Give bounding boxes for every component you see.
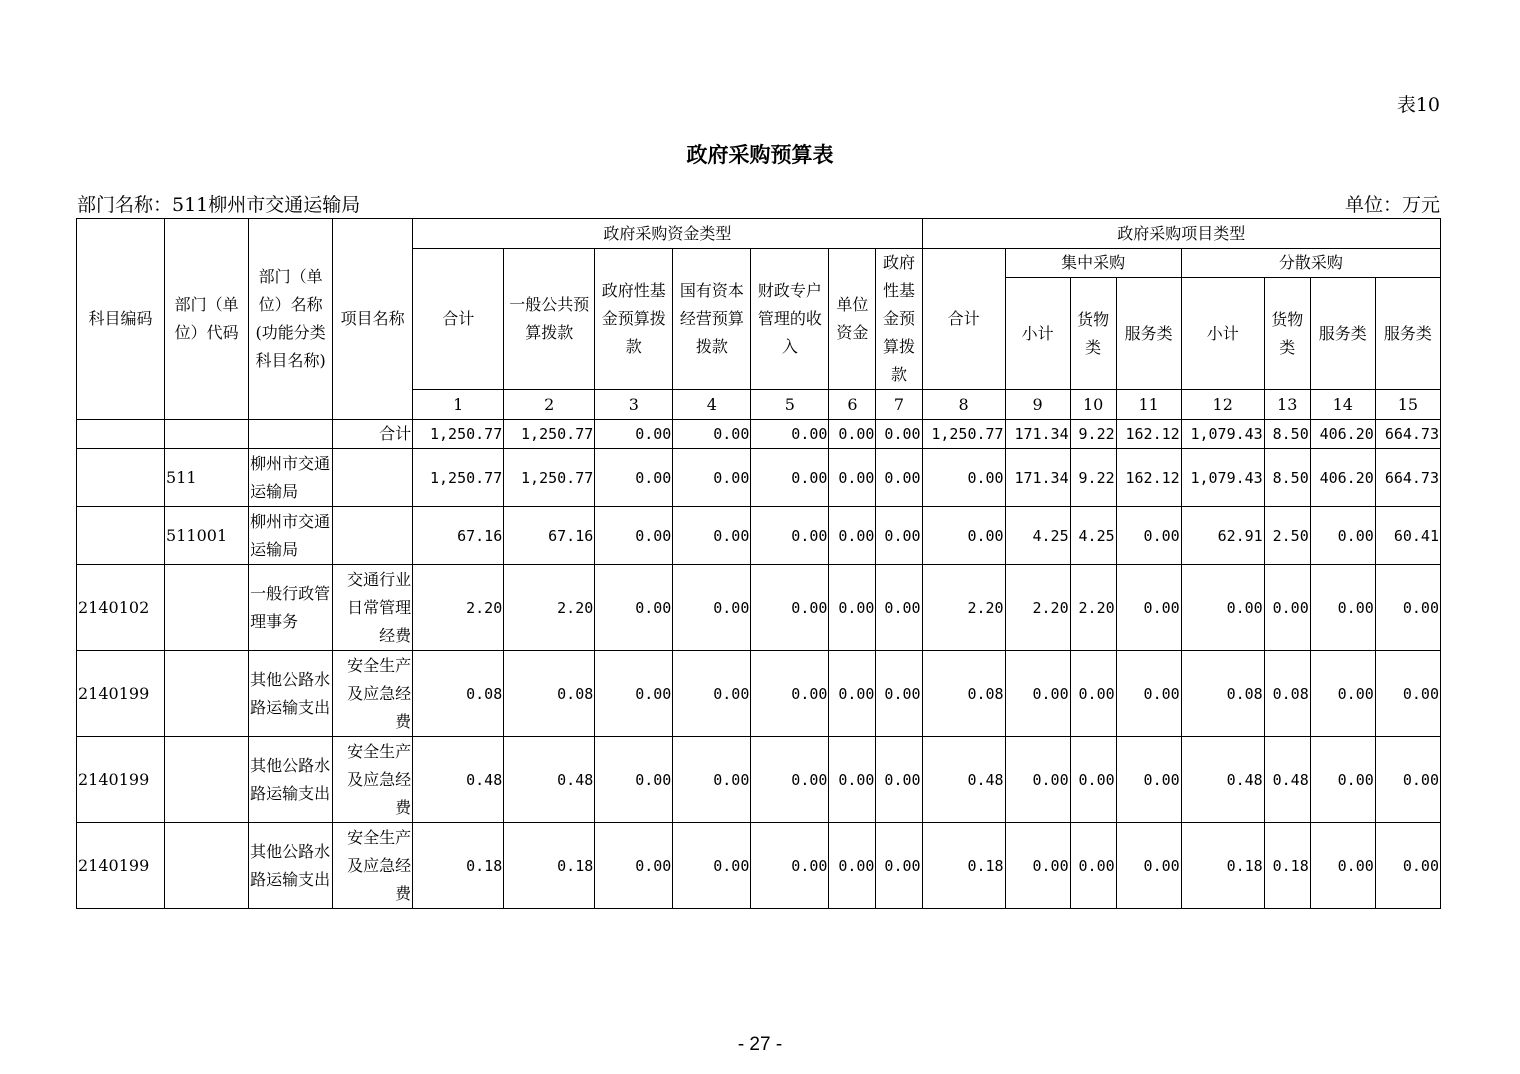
cell-subject-code: 2140199	[77, 737, 165, 823]
cell-subject-code	[77, 449, 165, 507]
col-number: 2	[504, 390, 595, 420]
cell-value: 0.48	[1181, 737, 1264, 823]
cell-value: 0.00	[876, 651, 922, 737]
cell-value: 0.00	[1116, 651, 1181, 737]
cell-value: 0.00	[876, 565, 922, 651]
cell-value: 171.34	[1005, 449, 1070, 507]
header-total-2: 合计	[922, 249, 1005, 390]
cell-value: 2.20	[922, 565, 1005, 651]
cell-value: 162.12	[1116, 449, 1181, 507]
cell-value: 0.00	[751, 507, 829, 565]
cell-value: 0.00	[1116, 507, 1181, 565]
cell-value: 0.18	[1181, 823, 1264, 909]
cell-value: 0.00	[1116, 823, 1181, 909]
cell-value: 0.00	[673, 420, 751, 449]
table-row	[77, 449, 1441, 507]
cell-value: 0.00	[922, 507, 1005, 565]
col-number: 6	[829, 390, 876, 420]
table-row	[77, 823, 1441, 909]
cell-value: 1,250.77	[504, 420, 595, 449]
cell-value: 0.00	[595, 823, 673, 909]
cell-project-name: 安全生产及应急经费	[333, 651, 413, 737]
cell-dept-name: 柳州市交通运输局	[249, 449, 333, 507]
cell-value: 1,079.43	[1181, 420, 1264, 449]
cell-project-name: 安全生产及应急经费	[333, 823, 413, 909]
cell-value: 406.20	[1310, 420, 1375, 449]
cell-dept-code	[165, 651, 249, 737]
cell-value: 0.00	[673, 449, 751, 507]
header-dept-code: 部门（单位）代码	[165, 219, 249, 420]
header-gov-fund: 政府性基金预算拨款	[595, 249, 673, 390]
header-project-type: 政府采购项目类型	[922, 219, 1440, 249]
cell-value: 171.34	[1005, 420, 1070, 449]
cell-project-name: 合计	[333, 420, 413, 449]
col-number: 4	[673, 390, 751, 420]
cell-value: 0.00	[673, 823, 751, 909]
cell-value: 0.08	[413, 651, 504, 737]
cell-value: 0.00	[1375, 823, 1440, 909]
cell-value: 0.48	[504, 737, 595, 823]
table-row	[77, 507, 1441, 565]
cell-value: 0.00	[751, 823, 829, 909]
col-number: 12	[1181, 390, 1264, 420]
cell-value: 0.00	[595, 565, 673, 651]
cell-value: 0.00	[595, 420, 673, 449]
cell-dept-code: 511001	[165, 507, 249, 565]
cell-value: 8.50	[1264, 420, 1310, 449]
table-row	[77, 651, 1441, 737]
col-number: 14	[1310, 390, 1375, 420]
cell-value: 1,250.77	[922, 420, 1005, 449]
cell-value: 406.20	[1310, 449, 1375, 507]
header-dept-name: 部门（单位）名称(功能分类科目名称)	[249, 219, 333, 420]
cell-project-name	[333, 449, 413, 507]
cell-value: 0.00	[1375, 565, 1440, 651]
cell-value: 0.00	[876, 420, 922, 449]
cell-value: 0.00	[1070, 823, 1116, 909]
cell-value: 2.20	[1005, 565, 1070, 651]
cell-dept-name: 一般行政管理事务	[249, 565, 333, 651]
cell-dept-code	[165, 565, 249, 651]
cell-value: 0.00	[829, 737, 876, 823]
cell-value: 0.00	[1310, 737, 1375, 823]
cell-subject-code: 2140199	[77, 823, 165, 909]
cell-value: 0.00	[922, 449, 1005, 507]
cell-value: 0.18	[922, 823, 1005, 909]
cell-value: 0.00	[829, 823, 876, 909]
page-title: 政府采购预算表	[686, 142, 834, 167]
cell-value: 4.25	[1070, 507, 1116, 565]
cell-value: 60.41	[1375, 507, 1440, 565]
cell-dept-code	[165, 737, 249, 823]
cell-value: 0.08	[1264, 651, 1310, 737]
cell-value: 0.00	[595, 651, 673, 737]
table-body	[77, 420, 1441, 909]
cell-value: 0.00	[1070, 651, 1116, 737]
cell-value: 0.00	[595, 737, 673, 823]
cell-project-name	[333, 507, 413, 565]
procurement-budget-table	[76, 218, 1441, 909]
header-state-capital: 国有资本经营预算拨款	[673, 249, 751, 390]
cell-value: 0.48	[413, 737, 504, 823]
cell-value: 1,079.43	[1181, 449, 1264, 507]
cell-value: 0.00	[1116, 737, 1181, 823]
cell-value: 0.48	[1264, 737, 1310, 823]
cell-value: 0.00	[1181, 565, 1264, 651]
cell-value: 0.00	[876, 507, 922, 565]
cell-value: 0.00	[1375, 651, 1440, 737]
cell-value: 67.16	[504, 507, 595, 565]
cell-value: 62.91	[1181, 507, 1264, 565]
header-unit-fund: 单位资金	[829, 249, 876, 390]
header-subtotal: 小计	[1005, 278, 1070, 390]
cell-value: 0.00	[876, 449, 922, 507]
cell-value: 2.20	[504, 565, 595, 651]
cell-subject-code: 2140199	[77, 651, 165, 737]
cell-value: 0.00	[673, 507, 751, 565]
col-number: 10	[1070, 390, 1116, 420]
cell-value: 8.50	[1264, 449, 1310, 507]
table-row	[77, 737, 1441, 823]
col-number: 9	[1005, 390, 1070, 420]
table-row	[77, 565, 1441, 651]
cell-value: 0.18	[413, 823, 504, 909]
col-number: 7	[876, 390, 922, 420]
header-total: 合计	[413, 249, 504, 390]
unit-label: 单位：万元	[1344, 194, 1440, 216]
cell-value: 0.00	[829, 420, 876, 449]
cell-value: 0.00	[751, 449, 829, 507]
header-goods-2: 货物类	[1264, 278, 1310, 390]
col-number: 1	[413, 390, 504, 420]
cell-value: 2.20	[1070, 565, 1116, 651]
table-row	[77, 420, 1441, 449]
cell-value: 0.00	[1005, 823, 1070, 909]
cell-value: 2.50	[1264, 507, 1310, 565]
cell-value: 0.18	[504, 823, 595, 909]
header-service-3: 服务类	[1375, 278, 1440, 390]
header-fiscal-special: 财政专户管理的收入	[751, 249, 829, 390]
cell-value: 0.00	[673, 737, 751, 823]
cell-value: 0.08	[1181, 651, 1264, 737]
cell-value: 0.00	[876, 823, 922, 909]
cell-dept-name: 其他公路水路运输支出	[249, 823, 333, 909]
header-fund-type: 政府采购资金类型	[413, 219, 922, 249]
header-subject-code: 科目编码	[77, 219, 165, 420]
col-number: 3	[595, 390, 673, 420]
cell-subject-code	[77, 507, 165, 565]
cell-dept-name: 柳州市交通运输局	[249, 507, 333, 565]
cell-value: 0.18	[1264, 823, 1310, 909]
cell-value: 1,250.77	[413, 449, 504, 507]
page-number: - 27 -	[737, 1034, 783, 1055]
cell-value: 0.00	[1310, 565, 1375, 651]
cell-value: 0.00	[751, 565, 829, 651]
cell-dept-code	[165, 420, 249, 449]
col-number: 15	[1375, 390, 1440, 420]
cell-value: 0.00	[595, 449, 673, 507]
cell-value: 1,250.77	[504, 449, 595, 507]
cell-value: 0.00	[876, 737, 922, 823]
cell-value: 0.00	[1264, 565, 1310, 651]
cell-value: 664.73	[1375, 420, 1440, 449]
cell-value: 0.00	[829, 449, 876, 507]
cell-value: 0.00	[1375, 737, 1440, 823]
cell-value: 0.08	[922, 651, 1005, 737]
cell-value: 0.00	[595, 507, 673, 565]
cell-dept-name: 其他公路水路运输支出	[249, 737, 333, 823]
cell-dept-code: 511	[165, 449, 249, 507]
cell-value: 0.08	[504, 651, 595, 737]
cell-value: 0.00	[1310, 823, 1375, 909]
cell-dept-code	[165, 823, 249, 909]
header-goods: 货物类	[1070, 278, 1116, 390]
col-number: 11	[1116, 390, 1181, 420]
header-centralized: 集中采购	[1005, 249, 1181, 278]
cell-value: 0.00	[1116, 565, 1181, 651]
cell-value: 162.12	[1116, 420, 1181, 449]
table-header	[77, 219, 1441, 420]
table-number: 表10	[1396, 94, 1440, 116]
cell-value: 67.16	[413, 507, 504, 565]
cell-value: 4.25	[1005, 507, 1070, 565]
header-service: 服务类	[1116, 278, 1181, 390]
cell-value: 9.22	[1070, 420, 1116, 449]
header-project-name: 项目名称	[333, 219, 413, 420]
cell-project-name: 交通行业日常管理经费	[333, 565, 413, 651]
cell-value: 0.00	[1310, 651, 1375, 737]
col-number: 8	[922, 390, 1005, 420]
cell-dept-name	[249, 420, 333, 449]
header-gov-fund-2: 政府性基金预算拨款	[876, 249, 922, 390]
cell-value: 0.48	[922, 737, 1005, 823]
cell-value: 0.00	[1005, 651, 1070, 737]
cell-value: 0.00	[1005, 737, 1070, 823]
header-service-2: 服务类	[1310, 278, 1375, 390]
cell-dept-name: 其他公路水路运输支出	[249, 651, 333, 737]
cell-subject-code: 2140102	[77, 565, 165, 651]
cell-value: 0.00	[829, 565, 876, 651]
header-subtotal-2: 小计	[1181, 278, 1264, 390]
cell-value: 0.00	[673, 651, 751, 737]
cell-value: 0.00	[1310, 507, 1375, 565]
cell-subject-code	[77, 420, 165, 449]
header-general-budget: 一般公共预算拨款	[504, 249, 595, 390]
department-label: 部门名称：511柳州市交通运输局	[77, 194, 361, 216]
cell-value: 0.00	[829, 507, 876, 565]
cell-value: 664.73	[1375, 449, 1440, 507]
cell-value: 0.00	[751, 737, 829, 823]
cell-project-name: 安全生产及应急经费	[333, 737, 413, 823]
cell-value: 0.00	[829, 651, 876, 737]
cell-value: 0.00	[1070, 737, 1116, 823]
cell-value: 1,250.77	[413, 420, 504, 449]
cell-value: 2.20	[413, 565, 504, 651]
cell-value: 0.00	[673, 565, 751, 651]
cell-value: 0.00	[751, 651, 829, 737]
cell-value: 0.00	[751, 420, 829, 449]
col-number: 5	[751, 390, 829, 420]
header-dispersed: 分散采购	[1181, 249, 1440, 278]
cell-value: 9.22	[1070, 449, 1116, 507]
col-number: 13	[1264, 390, 1310, 420]
